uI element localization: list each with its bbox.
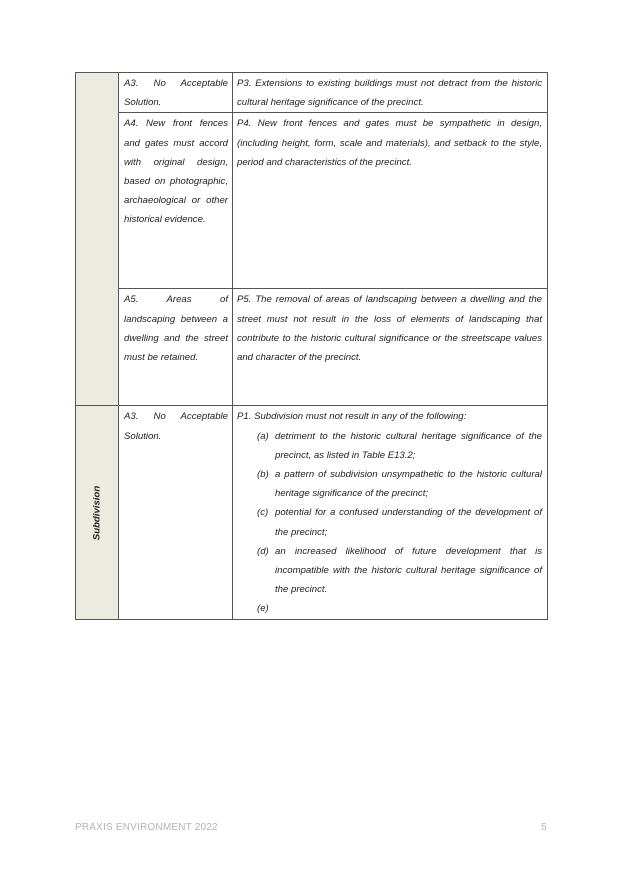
section-label-subdivision: Subdivision <box>91 485 103 540</box>
acceptable-solution-cell: A3. No Acceptable Solution. <box>119 73 233 113</box>
list-marker: (a) <box>257 430 269 442</box>
list-item-text <box>275 603 278 614</box>
table-row <box>76 73 548 113</box>
performance-criteria-cell: P3. Extensions to existing buildings must not detract from the historic cultural heritage significance of the precinct. <box>233 73 548 113</box>
table-row <box>76 289 548 406</box>
list-item <box>237 542 542 600</box>
table-row <box>76 113 548 289</box>
acceptable-solution-cell: A4. New front fences and gates must accord with original design, based on photographic, archaeological or other historical evidence. <box>119 113 233 289</box>
page-number: 5 <box>541 822 547 833</box>
acceptable-solution-cell: A5. Areas of landscaping between a dwelling and the street must be retained. <box>119 289 233 406</box>
acceptable-solution-cell: A3. No Acceptable Solution. <box>119 406 233 619</box>
section-label-cell <box>76 73 119 406</box>
list-marker: (d) <box>257 545 269 557</box>
list-item-text: a pattern of subdivision unsympathetic to the historic cultural heritage significance of the precinct; <box>275 469 542 500</box>
table-row <box>76 406 548 619</box>
list-marker: (b) <box>257 469 269 481</box>
list-item <box>237 427 542 465</box>
criteria-list <box>237 427 542 619</box>
list-item-text: an increased likelihood of future development that is incompatible with the historic cultural heritage significance of the precinct. <box>275 545 542 596</box>
footer-company: PRAXIS ENVIRONMENT 2022 <box>75 822 218 833</box>
performance-intro: P1. Subdivision must not result in any of the following: <box>237 411 467 423</box>
performance-criteria-cell: P5. The removal of areas of landscaping between a dwelling and the street must not result in the loss of elements of landscaping that contribute to the historic cultural significance or the streetscape values and character of the precinct. <box>233 289 548 406</box>
list-item-text: potential for a confused understanding of the development of the precinct; <box>275 507 542 538</box>
section-label-cell <box>76 406 119 619</box>
list-item <box>237 465 542 503</box>
standards-table <box>75 72 548 620</box>
list-item <box>237 503 542 541</box>
list-item-text: detriment to the historic cultural heritage significance of the precinct, as listed in Table E13.2; <box>275 430 542 461</box>
list-marker: (e) <box>257 603 269 615</box>
list-marker: (c) <box>257 507 269 519</box>
performance-criteria-cell: P4. New front fences and gates must be sympathetic in design, (including height, form, scale and materials), and setback to the style, period and characteristics of the precinct. <box>233 113 548 289</box>
list-item <box>237 599 542 618</box>
performance-criteria-cell <box>233 406 548 619</box>
